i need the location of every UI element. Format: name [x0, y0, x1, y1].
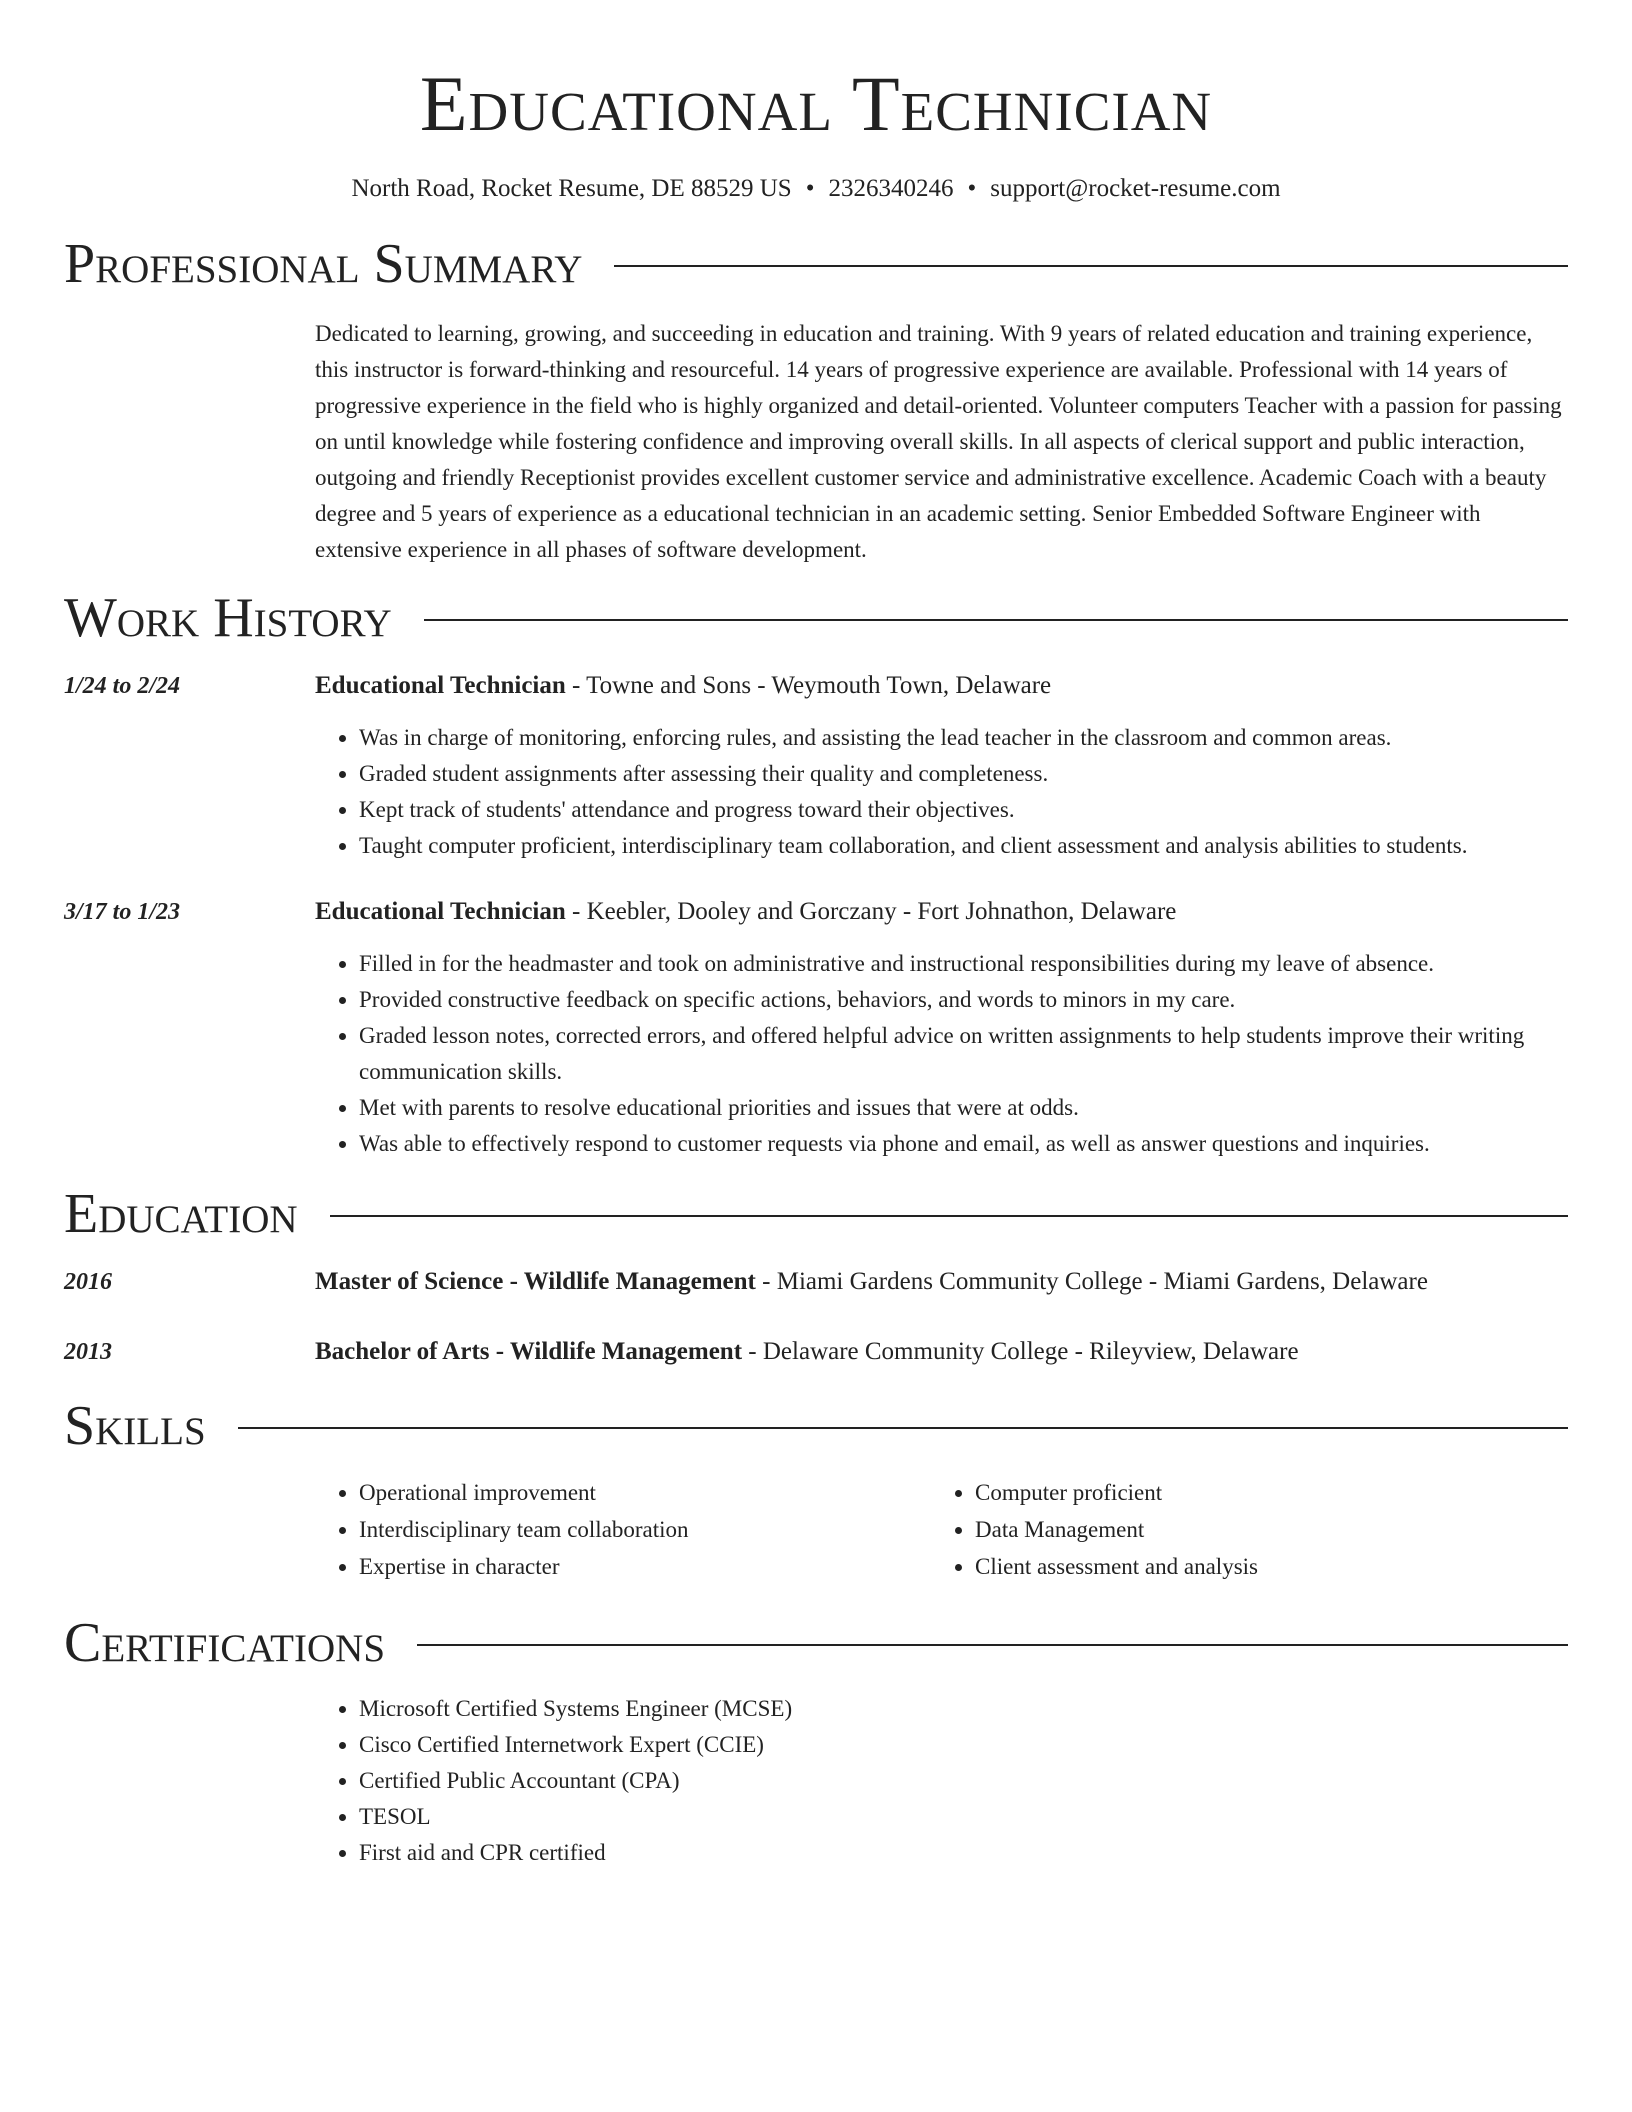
resume-page	[64, 0, 1568, 1871]
education-section-header	[64, 1182, 1568, 1246]
education-list	[64, 1264, 1568, 1370]
education-detail	[315, 1264, 1568, 1300]
section-divider	[238, 1427, 1568, 1429]
work-role	[315, 668, 1568, 704]
certifications-block	[315, 1691, 1568, 1871]
job-bullet: • Graded lesson notes, corrected errors, and offered helpful advice on written assignments to help students improve their writing communication skills.	[359, 1018, 1568, 1090]
work-list	[64, 668, 1568, 1162]
job-bullets	[315, 946, 1568, 1162]
certifications-section-title: Certifications	[64, 1612, 386, 1674]
job-title: Educational Technician	[315, 898, 566, 925]
contact-address: North Road, Rocket Resume, DE 88529 US	[351, 175, 792, 202]
summary-section-header	[64, 232, 1568, 296]
school-name: - Delaware Community College - Rileyview, Delaware	[742, 1338, 1299, 1365]
job-employer: - Keebler, Dooley and Gorczany - Fort Johnathon, Delaware	[565, 898, 1177, 925]
work-section-title: Work History	[64, 587, 392, 649]
skills-column-right	[931, 1474, 1547, 1585]
work-section-header	[64, 586, 1568, 650]
skill-item: • Data Management	[975, 1511, 1547, 1548]
work-dates: 3/17 to 1/23	[64, 899, 181, 925]
job-bullet: • Graded student assignments after assessing their quality and completeness.	[359, 756, 1568, 792]
contact-separator: •	[967, 175, 977, 202]
education-entry	[64, 1334, 1568, 1370]
job-employer: - Towne and Sons - Weymouth Town, Delaware	[565, 672, 1052, 699]
job-bullet: • Provided constructive feedback on specific actions, behaviors, and words to minors in my care.	[359, 982, 1568, 1018]
section-divider	[330, 1215, 1568, 1217]
job-bullets	[315, 720, 1568, 864]
education-entry	[64, 1264, 1568, 1300]
education-year: 2013	[64, 1339, 112, 1365]
work-role	[315, 894, 1568, 930]
section-divider	[417, 1644, 1568, 1646]
skills-section-header	[64, 1394, 1568, 1458]
contact-phone: 2326340246	[828, 175, 954, 202]
job-bullet: • Met with parents to resolve educational priorities and issues that were at odds.	[359, 1090, 1568, 1126]
skills-list-right	[931, 1474, 1547, 1585]
education-detail	[315, 1334, 1568, 1370]
certifications-list	[315, 1691, 1568, 1871]
summary-text: Dedicated to learning, growing, and succeeding in education and training. With 9 years of related education and training experience, this instructor is forward-thinking and resourceful. 14 years of progressive experience are available. Professional with 14 years of progressive experience in the field who is highly organized and detail-oriented. Volunteer computers Teacher with a passion for passing on until knowledge while fostering confidence and improving overall skills. In all aspects of clerical support and public interaction, outgoing and friendly Receptionist provides excellent customer service and administrative excellence. Academic Coach with a beauty degree and 5 years of experience as a educational technician in an academic setting. Senior Embedded Software Engineer with extensive experience in all phases of software development.	[315, 321, 1562, 562]
skill-item: • Interdisciplinary team collaboration	[359, 1511, 931, 1548]
degree-name: Bachelor of Arts - Wildlife Management	[315, 1338, 743, 1365]
skills-section-title: Skills	[64, 1395, 206, 1457]
section-divider	[614, 265, 1568, 267]
certification-item: • Certified Public Accountant (CPA)	[359, 1763, 1568, 1799]
degree-name: Master of Science - Wildlife Management	[315, 1268, 756, 1295]
contact-email: support@rocket-resume.com	[990, 175, 1281, 202]
certification-item: • Microsoft Certified Systems Engineer (MCSE)	[359, 1691, 1568, 1727]
skill-item: • Expertise in character	[359, 1548, 931, 1585]
certification-item: • First aid and CPR certified	[359, 1835, 1568, 1871]
education-year: 2016	[64, 1269, 112, 1295]
job-bullet: • Was able to effectively respond to customer requests via phone and email, as well as answer questions and inquiries.	[359, 1126, 1568, 1162]
skill-item: • Computer proficient	[975, 1474, 1547, 1511]
skills-column-left	[315, 1474, 931, 1585]
skill-item: • Client assessment and analysis	[975, 1548, 1547, 1585]
contact-line	[64, 172, 1568, 206]
skills-grid	[315, 1474, 1568, 1585]
work-entry	[64, 894, 1568, 1162]
contact-separator: •	[805, 175, 815, 202]
work-entry	[64, 668, 1568, 864]
resume-name: Educational Technician	[419, 60, 1213, 147]
education-section-title: Education	[64, 1183, 298, 1245]
job-title: Educational Technician	[315, 672, 566, 699]
job-bullet: • Kept track of students' attendance and progress toward their objectives.	[359, 792, 1568, 828]
skill-item: • Operational improvement	[359, 1474, 931, 1511]
section-divider	[424, 619, 1568, 621]
certification-item: • Cisco Certified Internetwork Expert (CCIE)	[359, 1727, 1568, 1763]
skills-list-left	[315, 1474, 931, 1585]
job-bullet: • Filled in for the headmaster and took on administrative and instructional responsibilities during my leave of absence.	[359, 946, 1568, 982]
school-name: - Miami Gardens Community College - Miami Gardens, Delaware	[755, 1268, 1428, 1295]
work-entry-header	[64, 894, 1568, 930]
job-bullet: • Was in charge of monitoring, enforcing rules, and assisting the lead teacher in the classroom and common areas.	[359, 720, 1568, 756]
work-dates: 1/24 to 2/24	[64, 673, 181, 699]
certification-item: • TESOL	[359, 1799, 1568, 1835]
job-bullet: • Taught computer proficient, interdisciplinary team collaboration, and client assessment and analysis abilities to students.	[359, 828, 1568, 864]
work-entry-header	[64, 668, 1568, 704]
certifications-section-header	[64, 1611, 1568, 1675]
summary-section-title: Professional Summary	[64, 233, 583, 295]
